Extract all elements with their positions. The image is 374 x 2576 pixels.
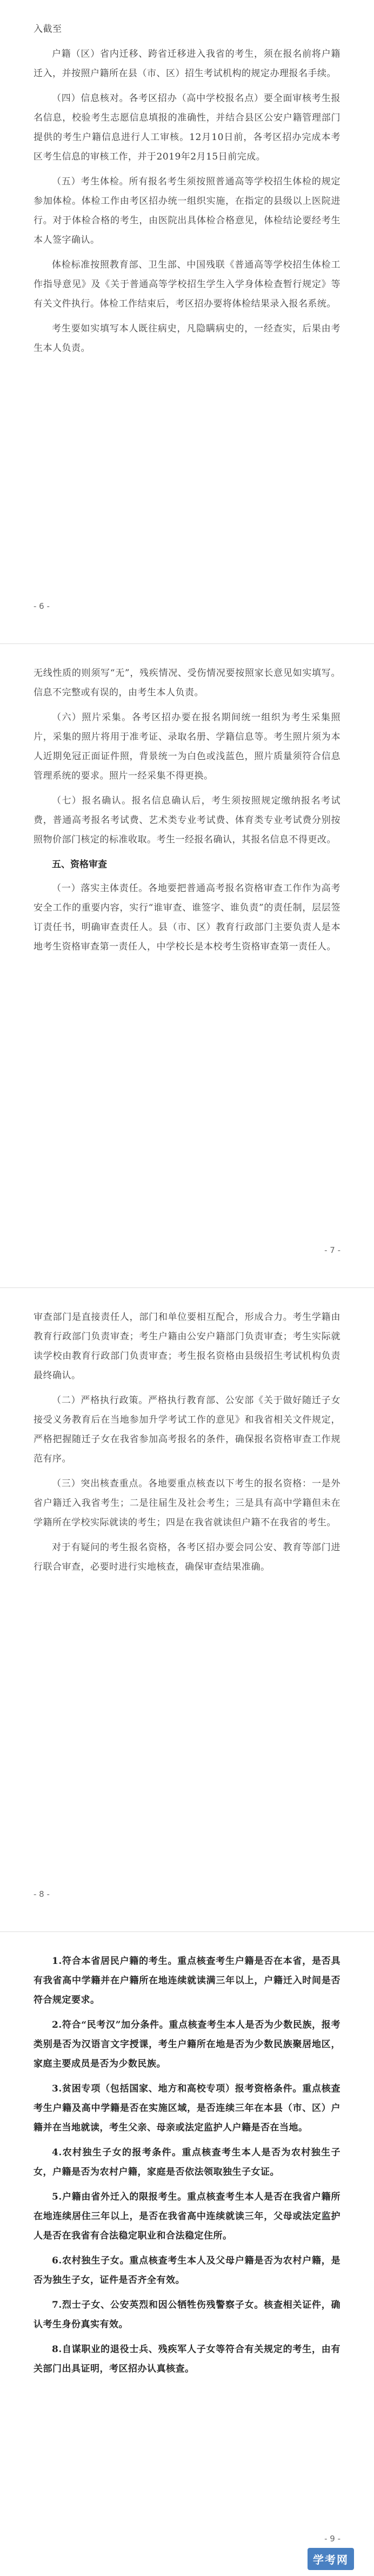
paragraph: 5.户籍由省外迁入的限报考生。重点核查考生本人是否在我省户籍所在地连续居住三年以上，是否在我省高中连续就读三年，父母或法定监护人是否在我省有合法稳定职业和合法稳定住所。 (34, 2192, 340, 2241)
paragraph: 1.符合本省居民户籍的考生。重点核查考生户籍是否在本省，是否具有我省高中学籍并在户籍所在地连续就读满三年以上，户籍迁入时间是否符合规定要求。 (34, 1956, 340, 2006)
paragraph: 7.烈士子女、公安英烈和因公牺牲伤残警察子女。核查相关证件，确认考生身份真实有效。 (34, 2300, 340, 2330)
page-number: - 7 - (324, 1245, 340, 1255)
paragraph: （一）落实主体责任。各地要把普通高考报名资格审查工作作为高考安全工作的重要内容，实行“谁审查、谁签字、谁负责”的责任制，层层签订责任书，明确审查责任人。县（市、区）教育行政部门主要负责人是本地考生资格审查第一责任人，中学校长是本校考生资格审查第一责任人。 (34, 883, 340, 952)
paragraph: 入截至 (34, 24, 62, 35)
paragraph: 8.自谋职业的退役士兵、残疾军人子女等符合有关规定的考生，由有关部门出具证明，考区招办认真核查。 (34, 2344, 340, 2374)
page-number: - 9 - (324, 2534, 340, 2544)
paragraph: 审查部门是直接责任人，部门和单位要相互配合，形成合力。考生学籍由教育行政部门负责审查；考生户籍由公安户籍部门负责审查；考生实际就读学校由教育行政部门负责审查；考生报名资格由县级招生考试机构负责最终确认。 (34, 1312, 340, 1381)
site-watermark-logo (293, 2546, 369, 2572)
paragraph: 户籍（区）省内迁移、跨省迁移进入我省的考生，须在报名前将户籍迁入，并按照户籍所在县（市、区）招生考试机构的规定办理报名手续。 (34, 49, 340, 79)
paragraph: 3.贫困专项（包括国家、地方和高校专项）报考资格条件。重点核查考生户籍及高中学籍是否在实施区域，是否连续三年在本县（市、区）户籍并在当地就读，考生父亲、母亲或法定监护人户籍是否在当地。 (34, 2083, 340, 2133)
paragraph: 考生要如实填写本人既往病史，凡隐瞒病史的，一经查实，后果由考生本人负责。 (34, 323, 340, 354)
paragraph: 2.符合“民考汉”加分条件。重点核查考生本人是否为少数民族，报考类别是否为汉语言文字授课，考生户籍所在地是否为少数民族聚居地区，家庭主要成员是否为少数民族。 (34, 2020, 340, 2069)
paragraph: （五）考生体检。所有报名考生须按照普通高等学校招生体检的规定参加体检。体检工作由考区招办统一组织实施，在指定的县级以上医院进行。对于体检合格的考生，由医院出具体检合格意见，体检结论要经考生本人签字确认。 (34, 176, 340, 245)
paragraph: 4.农村独生子女的报考条件。重点核查考生本人是否为农村独生子女，户籍是否为农村户籍，家庭是否依法领取独生子女证。 (34, 2147, 340, 2177)
paragraph: （四）信息核对。各考区招办（高中学校报名点）要全面审核考生报名信息，校验考生志愿信息填报的准确性，并结合县区公安户籍管理部门提供的考生户籍信息进行人工审核。12月10日前，各考区招办完成本考区考生信息的审核工作，并于2019年2月15日前完成。 (34, 93, 340, 162)
paragraph: 体检标准按照教育部、卫生部、中国残联《普通高等学校招生体检工作指导意见》及《关于普通高等学校招生学生入学身体检查暂行规定》等有关文件执行。体检工作结束后，考区招办要将体检结果录入报名系统。 (34, 260, 340, 309)
paragraph: （六）照片采集。各考区招办要在报名期间统一组织为考生采集照片，采集的照片将用于准考证、录取名册、学籍信息等。考生照片须为本人近期免冠正面证件照，背景统一为白色或浅蓝色，照片质量须符合信息管理系统的要求。照片一经采集不得更换。 (34, 712, 340, 781)
paragraph: （七）报名确认。报名信息确认后，考生须按照规定缴纳报名考试费，普通高考报名考试费、艺术类专业考试费、体育类专业考试费分别按照物价部门核定的标准收取。考生一经报名确认，其报名信息不得更改。 (34, 795, 340, 845)
document-page-3 (0, 1288, 374, 1932)
paragraph: 对于有疑问的考生报名资格，各考区招办要会同公安、教育等部门进行联合审查，必要时进行实地核查，确保审查结果准确。 (34, 1542, 340, 1572)
paragraph: 6.农村独生子女。重点核查考生本人及父母户籍是否为农村户籍，是否为独生子女，证件是否齐全有效。 (34, 2255, 340, 2286)
document-page-2 (0, 644, 374, 1288)
section-heading: 五、资格审查 (52, 859, 107, 870)
document-page-4 (0, 1932, 374, 2576)
paragraph: 无线性质的则须写“无”，残疾情况、受伤情况要按照家长意见如实填写。信息不完整或有误的，由考生本人负责。 (34, 668, 340, 698)
paragraph: （三）突出核查重点。各地要重点核查以下考生的报名资格：一是外省户籍迁入我省考生；二是往届生及社会考生；三是具有高中学籍但未在学籍所在学校实际就读的考生；四是在我省就读但户籍不在我省的考生。 (34, 1478, 340, 1528)
page-number: - 8 - (34, 1889, 50, 1899)
page-number: - 6 - (34, 601, 50, 611)
document-page-1 (0, 0, 374, 644)
paragraph: （二）严格执行政策。严格执行教育部、公安部《关于做好随迁子女接受义务教育后在当地参加升学考试工作的意见》和我省相关文件规定，严格把握随迁子女在我省参加高考报名的条件，确保报名资格审查工作规范有序。 (34, 1395, 340, 1464)
watermark-text: 学考网 (308, 2548, 354, 2570)
